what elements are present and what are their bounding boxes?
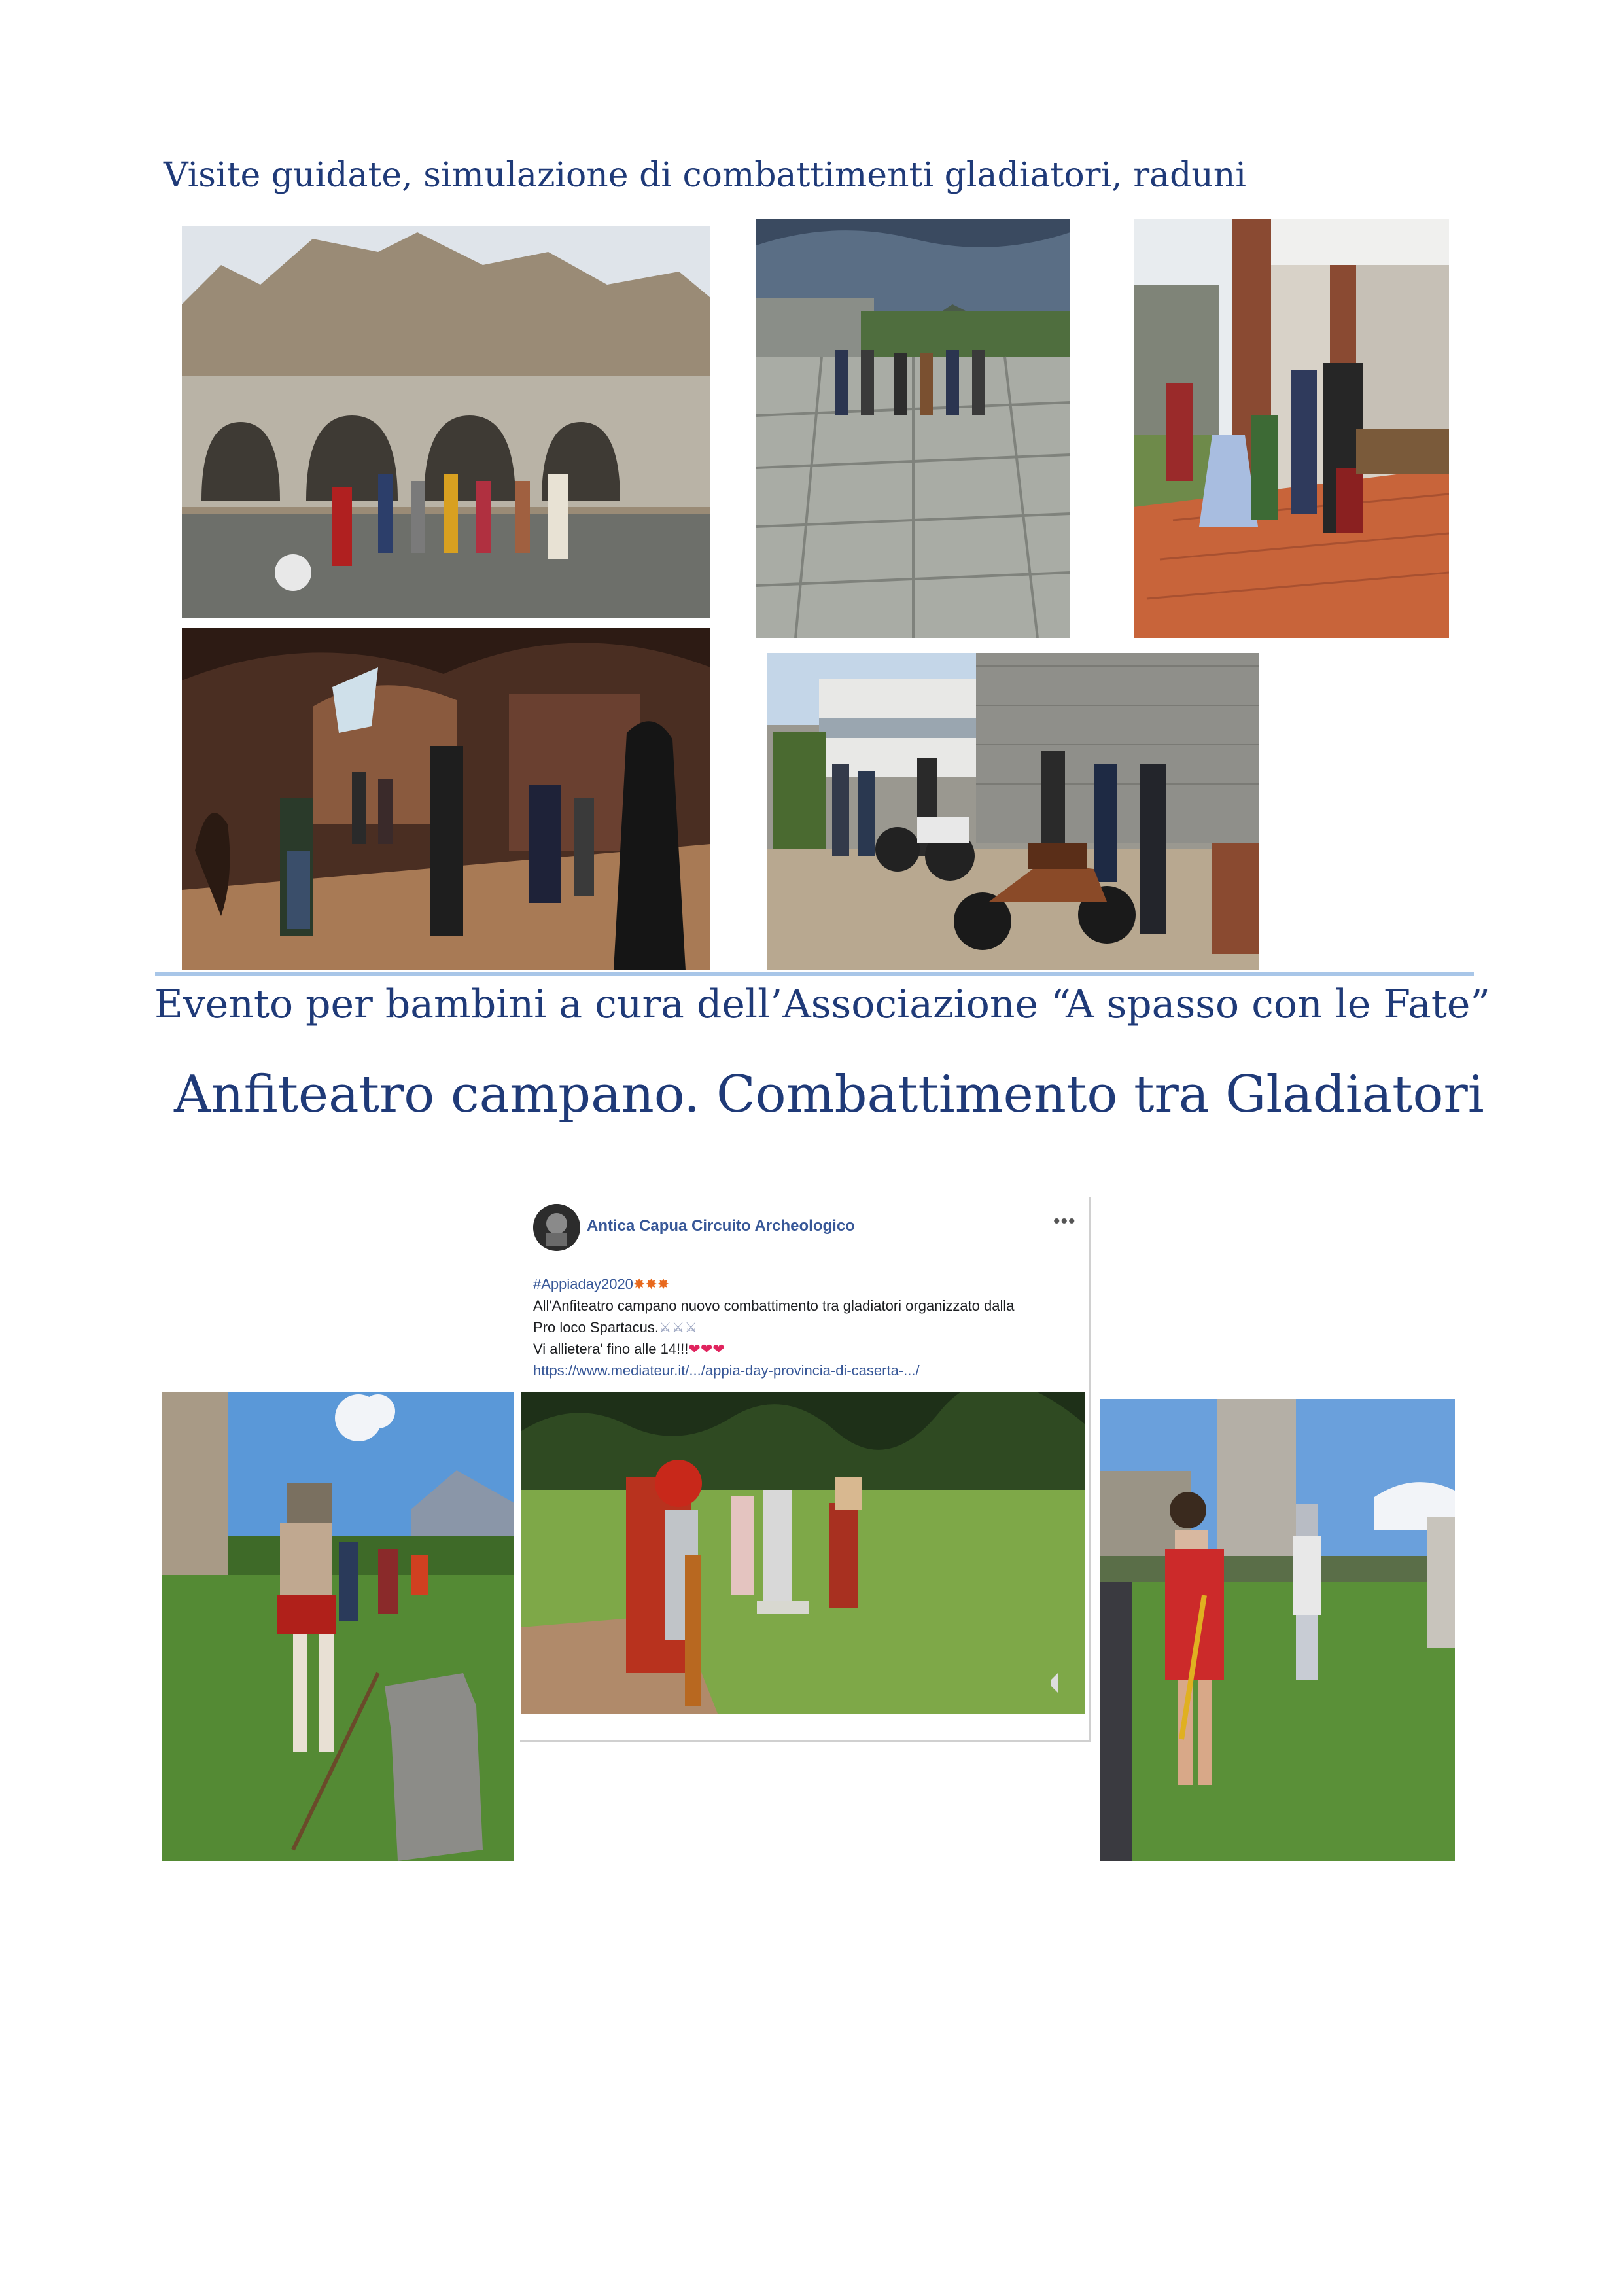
section-divider	[155, 972, 1474, 976]
post-text-line-1: All'Anfiteatro campano nuovo combattimento tra gladiatori organizzato dalla	[533, 1298, 1015, 1314]
more-options-icon[interactable]: •••	[1053, 1210, 1076, 1232]
post-text-line-2-text: Pro loco Spartacus.	[533, 1319, 659, 1335]
post-hashtag-line	[533, 1276, 669, 1293]
photo-amphitheatre-group	[182, 226, 710, 618]
section-heading-evento: Evento per bambini a cura dell’Associazione “A spasso con le Fate”	[154, 981, 1491, 1027]
photo-motorcycle-rally	[767, 653, 1259, 970]
hashtag-link[interactable]: #Appiaday2020	[533, 1276, 633, 1292]
section-heading-visite: Visite guidate, simulazione di combattimenti gladiatori, raduni	[164, 156, 1246, 195]
post-link[interactable]: https://www.mediateur.it/.../appia-day-provincia-di-caserta-.../	[533, 1362, 920, 1379]
page-avatar	[533, 1204, 580, 1251]
photo-veranda-children	[1134, 219, 1449, 638]
photo-children-right	[1100, 1399, 1455, 1861]
section-heading-anfiteatro: Anfiteatro campano. Combattimento tra Gladiatori	[174, 1065, 1484, 1124]
post-text-line-2	[533, 1319, 697, 1336]
page-name-link[interactable]: Antica Capua Circuito Archeologico	[587, 1217, 855, 1235]
heart-emoji: ❤❤❤	[688, 1341, 725, 1357]
photo-gladiator-left	[162, 1392, 514, 1861]
sword-emoji: ⚔⚔⚔	[658, 1319, 698, 1335]
photo-tunnel-visitors	[182, 628, 710, 970]
post-text-line-3-text: Vi allietera' fino alle 14!!!	[533, 1341, 689, 1357]
sparkle-emoji: ✸✸✸	[633, 1276, 670, 1292]
photo-ruins-pavement	[756, 219, 1070, 638]
post-text-line-3	[533, 1341, 725, 1358]
post-video-gladiators[interactable]	[521, 1392, 1085, 1714]
